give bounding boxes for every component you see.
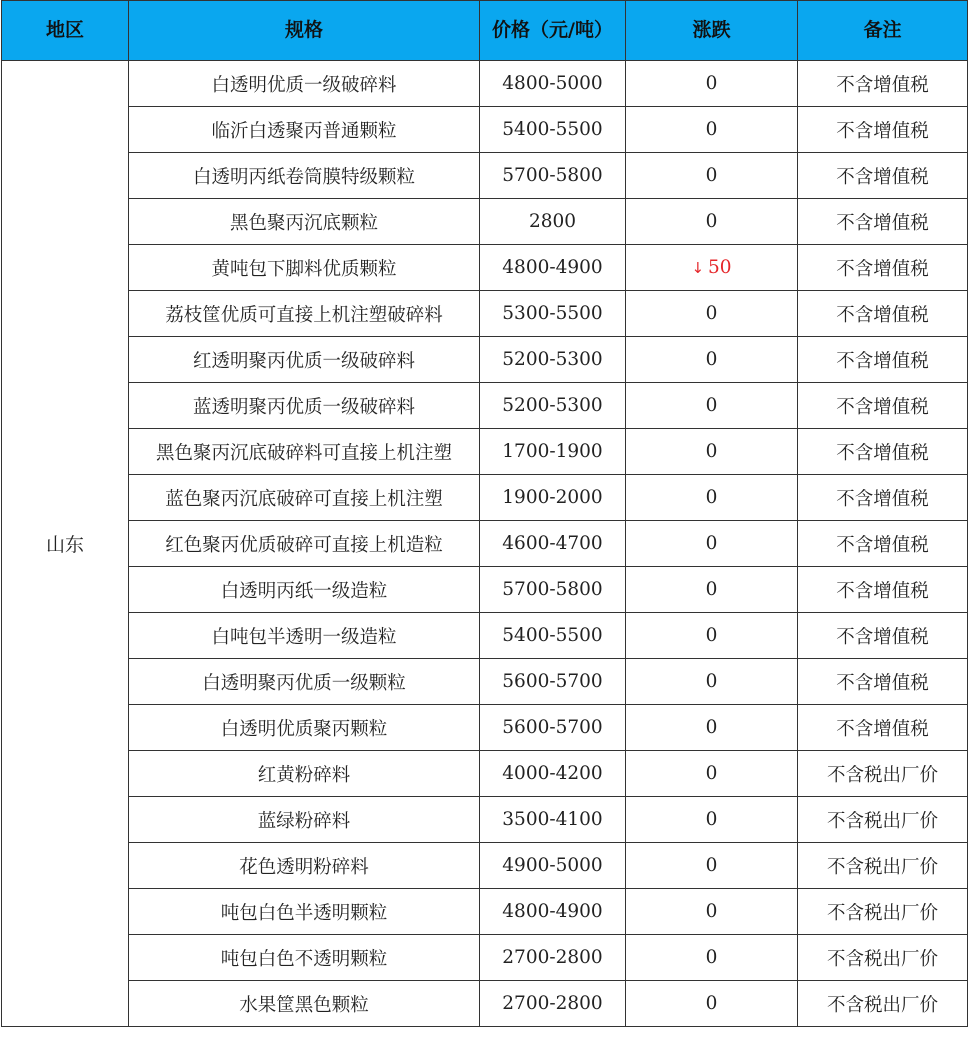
price-cell: 5600-5700 xyxy=(480,659,626,705)
note-cell: 不含增值税 xyxy=(798,659,968,705)
table-row xyxy=(2,843,968,889)
change-cell: 0 xyxy=(626,475,798,521)
price-cell: 1900-2000 xyxy=(480,475,626,521)
table-row xyxy=(2,61,968,107)
change-cell: 0 xyxy=(626,613,798,659)
table-row xyxy=(2,429,968,475)
change-cell: 0 xyxy=(626,337,798,383)
price-cell: 3500-4100 xyxy=(480,797,626,843)
note-cell: 不含增值税 xyxy=(798,521,968,567)
price-cell: 5700-5800 xyxy=(480,567,626,613)
spec-cell: 黄吨包下脚料优质颗粒 xyxy=(129,245,480,291)
table-row xyxy=(2,383,968,429)
spec-cell: 白透明优质一级破碎料 xyxy=(129,61,480,107)
table-row xyxy=(2,291,968,337)
note-cell: 不含税出厂价 xyxy=(798,889,968,935)
note-cell: 不含增值税 xyxy=(798,61,968,107)
table-row xyxy=(2,521,968,567)
spec-cell: 白透明丙纸一级造粒 xyxy=(129,567,480,613)
price-cell: 5200-5300 xyxy=(480,337,626,383)
table-row xyxy=(2,659,968,705)
price-cell: 4900-5000 xyxy=(480,843,626,889)
price-cell: 4800-4900 xyxy=(480,889,626,935)
header-price: 价格（元/吨） xyxy=(480,1,626,61)
spec-cell: 吨包白色半透明颗粒 xyxy=(129,889,480,935)
change-cell: 0 xyxy=(626,705,798,751)
header-spec: 规格 xyxy=(129,1,480,61)
spec-cell: 蓝透明聚丙优质一级破碎料 xyxy=(129,383,480,429)
note-cell: 不含税出厂价 xyxy=(798,751,968,797)
note-cell: 不含增值税 xyxy=(798,475,968,521)
change-cell: 0 xyxy=(626,153,798,199)
change-cell: 0 xyxy=(626,981,798,1027)
table-row xyxy=(2,935,968,981)
price-cell: 4600-4700 xyxy=(480,521,626,567)
table-row xyxy=(2,337,968,383)
change-cell: 0 xyxy=(626,61,798,107)
price-cell: 5400-5500 xyxy=(480,107,626,153)
note-cell: 不含增值税 xyxy=(798,199,968,245)
price-cell: 5200-5300 xyxy=(480,383,626,429)
table-row xyxy=(2,475,968,521)
region-cell: 山东 xyxy=(2,61,129,1027)
header-change: 涨跌 xyxy=(626,1,798,61)
spec-cell: 蓝绿粉碎料 xyxy=(129,797,480,843)
table-row xyxy=(2,797,968,843)
note-cell: 不含增值税 xyxy=(798,337,968,383)
change-cell: 0 xyxy=(626,567,798,613)
price-cell: 4800-5000 xyxy=(480,61,626,107)
price-cell: 5400-5500 xyxy=(480,613,626,659)
price-cell: 5600-5700 xyxy=(480,705,626,751)
price-table xyxy=(1,0,968,1027)
table-row xyxy=(2,107,968,153)
table-row xyxy=(2,245,968,291)
header-note: 备注 xyxy=(798,1,968,61)
table-row xyxy=(2,981,968,1027)
table-body xyxy=(2,61,968,1027)
note-cell: 不含增值税 xyxy=(798,613,968,659)
change-cell: 0 xyxy=(626,107,798,153)
spec-cell: 白透明优质聚丙颗粒 xyxy=(129,705,480,751)
note-cell: 不含税出厂价 xyxy=(798,797,968,843)
spec-cell: 白透明丙纸卷筒膜特级颗粒 xyxy=(129,153,480,199)
table-row xyxy=(2,613,968,659)
header-region: 地区 xyxy=(2,1,129,61)
change-cell: 0 xyxy=(626,659,798,705)
note-cell: 不含增值税 xyxy=(798,245,968,291)
spec-cell: 临沂白透聚丙普通颗粒 xyxy=(129,107,480,153)
spec-cell: 吨包白色不透明颗粒 xyxy=(129,935,480,981)
spec-cell: 黑色聚丙沉底破碎料可直接上机注塑 xyxy=(129,429,480,475)
spec-cell: 白透明聚丙优质一级颗粒 xyxy=(129,659,480,705)
spec-cell: 白吨包半透明一级造粒 xyxy=(129,613,480,659)
change-cell: 0 xyxy=(626,429,798,475)
spec-cell: 红黄粉碎料 xyxy=(129,751,480,797)
price-cell: 2800 xyxy=(480,199,626,245)
note-cell: 不含税出厂价 xyxy=(798,981,968,1027)
change-cell: 0 xyxy=(626,889,798,935)
table-row xyxy=(2,153,968,199)
header-row xyxy=(2,1,968,61)
change-cell: 0 xyxy=(626,521,798,567)
spec-cell: 红色聚丙优质破碎可直接上机造粒 xyxy=(129,521,480,567)
spec-cell: 花色透明粉碎料 xyxy=(129,843,480,889)
change-cell: 0 xyxy=(626,199,798,245)
change-cell xyxy=(626,245,798,291)
price-cell: 4800-4900 xyxy=(480,245,626,291)
table-row xyxy=(2,705,968,751)
change-cell: 0 xyxy=(626,797,798,843)
note-cell: 不含增值税 xyxy=(798,107,968,153)
spec-cell: 黑色聚丙沉底颗粒 xyxy=(129,199,480,245)
note-cell: 不含增值税 xyxy=(798,429,968,475)
note-cell: 不含增值税 xyxy=(798,705,968,751)
note-cell: 不含增值税 xyxy=(798,383,968,429)
price-cell: 5300-5500 xyxy=(480,291,626,337)
note-cell: 不含增值税 xyxy=(798,567,968,613)
change-cell: 0 xyxy=(626,383,798,429)
change-cell: 0 xyxy=(626,751,798,797)
price-cell: 2700-2800 xyxy=(480,935,626,981)
note-cell: 不含税出厂价 xyxy=(798,935,968,981)
change-cell: 0 xyxy=(626,843,798,889)
change-cell: 0 xyxy=(626,935,798,981)
spec-cell: 水果筐黑色颗粒 xyxy=(129,981,480,1027)
spec-cell: 蓝色聚丙沉底破碎可直接上机注塑 xyxy=(129,475,480,521)
spec-cell: 红透明聚丙优质一级破碎料 xyxy=(129,337,480,383)
change-value: 50 xyxy=(708,257,732,278)
note-cell: 不含税出厂价 xyxy=(798,843,968,889)
table-row xyxy=(2,889,968,935)
change-cell: 0 xyxy=(626,291,798,337)
arrow-down-icon: ↓ xyxy=(691,259,705,277)
table-row xyxy=(2,199,968,245)
table-row xyxy=(2,567,968,613)
note-cell: 不含增值税 xyxy=(798,291,968,337)
price-cell: 1700-1900 xyxy=(480,429,626,475)
price-cell: 5700-5800 xyxy=(480,153,626,199)
spec-cell: 荔枝筐优质可直接上机注塑破碎料 xyxy=(129,291,480,337)
table-row xyxy=(2,751,968,797)
price-cell: 4000-4200 xyxy=(480,751,626,797)
price-cell: 2700-2800 xyxy=(480,981,626,1027)
note-cell: 不含增值税 xyxy=(798,153,968,199)
